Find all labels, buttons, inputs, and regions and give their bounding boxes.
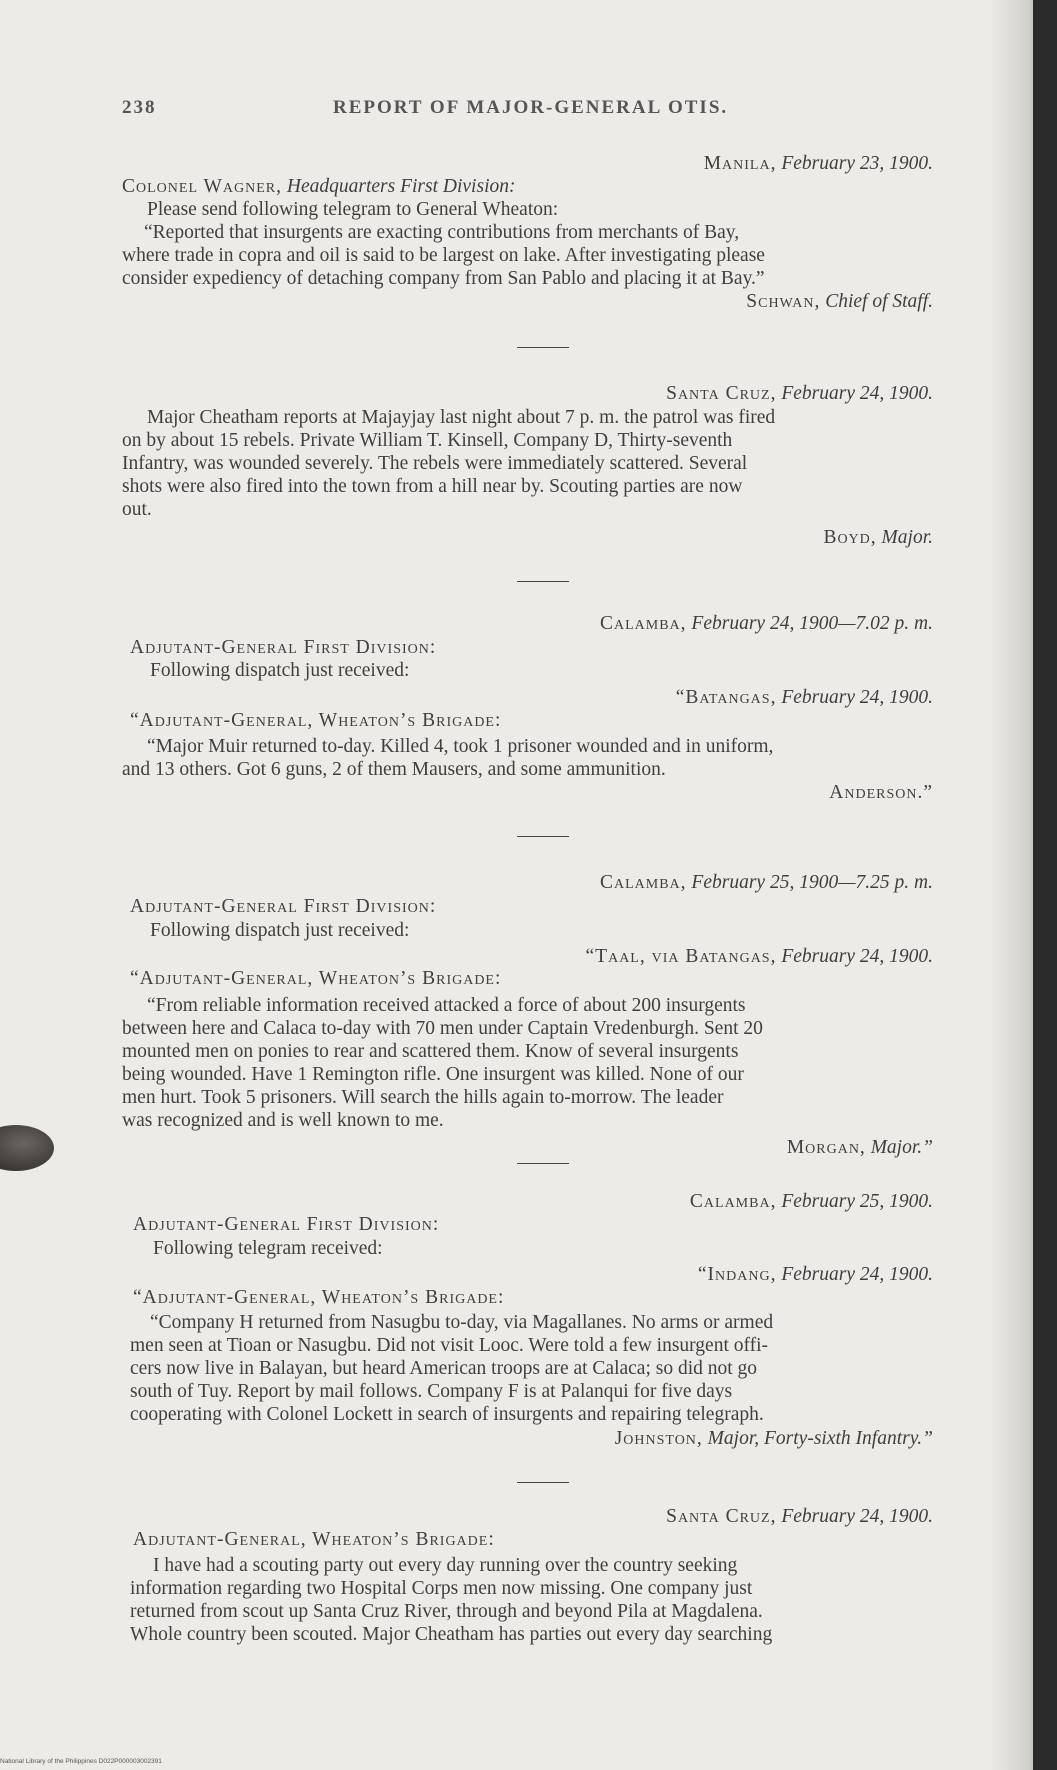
msg5-line: south of Tuy. Report by mail follows. Company F is at Palanqui for five days	[130, 1381, 733, 1402]
msg4-line: between here and Calaca to-day with 70 men under Captain Vredenburgh. Sent 20	[122, 1018, 763, 1039]
msg2-line: on by about 15 rebels. Private William T. Kinsell, Company D, Thirty-seventh	[122, 430, 733, 451]
section-divider	[517, 347, 569, 348]
msg3-dateline-place: Calamba,	[599, 613, 687, 634]
msg1-line: Please send following telegram to General Wheaton:	[147, 199, 559, 220]
msg1-addressee-title: Headquarters First Division:	[286, 176, 516, 197]
msg6-dateline	[666, 1506, 933, 1528]
msg2-line: Major Cheatham reports at Majayjay last night about 7 p. m. the patrol was fired	[147, 407, 776, 428]
section-divider	[517, 1482, 569, 1483]
msg2-line: out.	[122, 499, 152, 520]
msg3-dateline-date: February 24, 1900—7.02 p. m.	[691, 613, 933, 634]
msg4-inner-date: February 24, 1900.	[781, 946, 933, 967]
msg6-dateline-date: February 24, 1900.	[781, 1506, 933, 1527]
msg4-dateline-place: Calamba,	[599, 872, 687, 893]
msg5-line: cers now live in Balayan, but heard American troops are at Calaca; so did not go	[130, 1358, 758, 1379]
msg1-sig-name: Schwan,	[746, 291, 821, 312]
msg3-addressee: Adjutant-General First Division:	[130, 637, 437, 658]
msg5-intro: Following telegram received:	[153, 1238, 383, 1259]
msg5-signature	[615, 1428, 933, 1450]
msg1-dateline	[704, 153, 933, 175]
msg5-sig-title: Major, Forty-sixth Infantry.”	[707, 1428, 933, 1449]
msg4-line: being wounded. Have 1 Remington rifle. One insurgent was killed. None of our	[122, 1064, 744, 1085]
msg1-signature	[746, 291, 933, 313]
msg4-inner-dateline	[586, 946, 933, 968]
section-divider	[517, 1163, 569, 1164]
msg6-addressee: Adjutant-General, Wheaton’s Brigade:	[133, 1529, 495, 1550]
msg3-inner-date: February 24, 1900.	[781, 687, 933, 708]
msg4-line: “From reliable information received attacked a force of about 200 insurgents	[147, 995, 746, 1016]
msg3-inner-addressee: “Adjutant-General, Wheaton’s Brigade:	[130, 710, 502, 731]
msg2-line: Infantry, was wounded severely. The rebels were immediately scattered. Several	[122, 453, 748, 474]
msg5-inner-place: “Indang,	[697, 1264, 777, 1285]
msg4-sig-name: Morgan,	[786, 1137, 866, 1158]
msg4-intro: Following dispatch just received:	[150, 920, 410, 941]
msg4-sig-title: Major.”	[870, 1137, 933, 1158]
msg4-signature	[787, 1137, 933, 1159]
msg2-dateline	[666, 383, 933, 405]
msg5-inner-dateline	[698, 1264, 933, 1286]
msg4-dateline	[600, 872, 933, 894]
msg6-line: returned from scout up Santa Cruz River, through and beyond Pila at Magdalena.	[130, 1601, 763, 1622]
msg6-line: Whole country been scouted. Major Cheatham has parties out every day searching	[130, 1624, 773, 1645]
msg3-dateline	[600, 613, 933, 635]
msg4-addressee: Adjutant-General First Division:	[130, 896, 437, 917]
msg6-line: I have had a scouting party out every day running over the country seeking	[153, 1555, 738, 1576]
running-title: REPORT OF MAJOR-GENERAL OTIS.	[333, 97, 729, 118]
msg2-signature	[823, 527, 933, 549]
msg4-inner-addressee: “Adjutant-General, Wheaton’s Brigade:	[130, 968, 502, 989]
msg2-dateline-date: February 24, 1900.	[781, 383, 933, 404]
msg2-line: shots were also fired into the town from a hill near by. Scouting parties are now	[122, 476, 743, 497]
msg1-addressee	[122, 176, 515, 198]
msg3-intro: Following dispatch just received:	[150, 660, 410, 681]
msg5-line: men seen at Tioan or Nasugbu. Did not visit Looc. Were told a few insurgent offi-	[130, 1335, 769, 1356]
page-number: 238	[122, 97, 157, 118]
section-divider	[517, 836, 569, 837]
section-divider	[517, 581, 569, 582]
msg1-sig-title: Chief of Staff.	[825, 291, 933, 312]
msg2-dateline-place: Santa Cruz,	[666, 383, 777, 404]
msg5-dateline-place: Calamba,	[689, 1191, 777, 1212]
msg2-sig-name: Boyd,	[823, 527, 877, 548]
msg1-dateline-date: February 23, 1900.	[781, 153, 933, 174]
msg4-line: was recognized and is well known to me.	[122, 1110, 444, 1131]
msg6-dateline-place: Santa Cruz,	[666, 1506, 777, 1527]
msg5-line: cooperating with Colonel Lockett in search of insurgents and repairing telegraph.	[130, 1404, 764, 1425]
msg4-dateline-date: February 25, 1900—7.25 p. m.	[691, 872, 933, 893]
msg4-line: mounted men on ponies to rear and scattered them. Know of several insurgents	[122, 1041, 739, 1062]
msg5-line: “Company H returned from Nasugbu to-day, via Magallanes. No arms or armed	[150, 1312, 774, 1333]
msg5-inner-addressee: “Adjutant-General, Wheaton’s Brigade:	[133, 1287, 505, 1308]
msg3-line: “Major Muir returned to-day. Killed 4, took 1 prisoner wounded and in uniform,	[147, 736, 774, 757]
msg6-line: information regarding two Hospital Corps men now missing. One company just	[130, 1578, 753, 1599]
msg5-dateline	[690, 1191, 933, 1213]
msg5-inner-date: February 24, 1900.	[781, 1264, 933, 1285]
msg5-dateline-date: February 25, 1900.	[781, 1191, 933, 1212]
msg5-sig-name: Johnston,	[614, 1428, 703, 1449]
page-edge-shadow	[990, 0, 1030, 1770]
msg4-line: men hurt. Took 5 prisoners. Will search the hills again to-morrow. The leader	[122, 1087, 724, 1108]
msg1-line: consider expediency of detaching company from San Pablo and placing it at Bay.”	[122, 268, 765, 289]
msg1-addressee-name: Colonel Wagner,	[122, 176, 283, 197]
msg4-inner-place: “Taal, via Batangas,	[585, 946, 777, 967]
msg1-line: where trade in copra and oil is said to be largest on lake. After investigating please	[122, 245, 765, 266]
msg5-addressee: Adjutant-General First Division:	[133, 1214, 440, 1235]
msg3-inner-place: “Batangas,	[675, 687, 777, 708]
msg3-signature: Anderson.”	[829, 782, 933, 803]
msg3-inner-dateline	[676, 687, 933, 709]
msg3-line: and 13 others. Got 6 guns, 2 of them Mausers, and some ammunition.	[122, 759, 666, 780]
msg2-sig-title: Major.	[881, 527, 933, 548]
msg1-dateline-place: Manila,	[703, 153, 777, 174]
msg1-line: “Reported that insurgents are exacting contributions from merchants of Bay,	[144, 222, 740, 243]
scan-credit: National Library of the Philippines D022P000003002391	[0, 1758, 162, 1765]
